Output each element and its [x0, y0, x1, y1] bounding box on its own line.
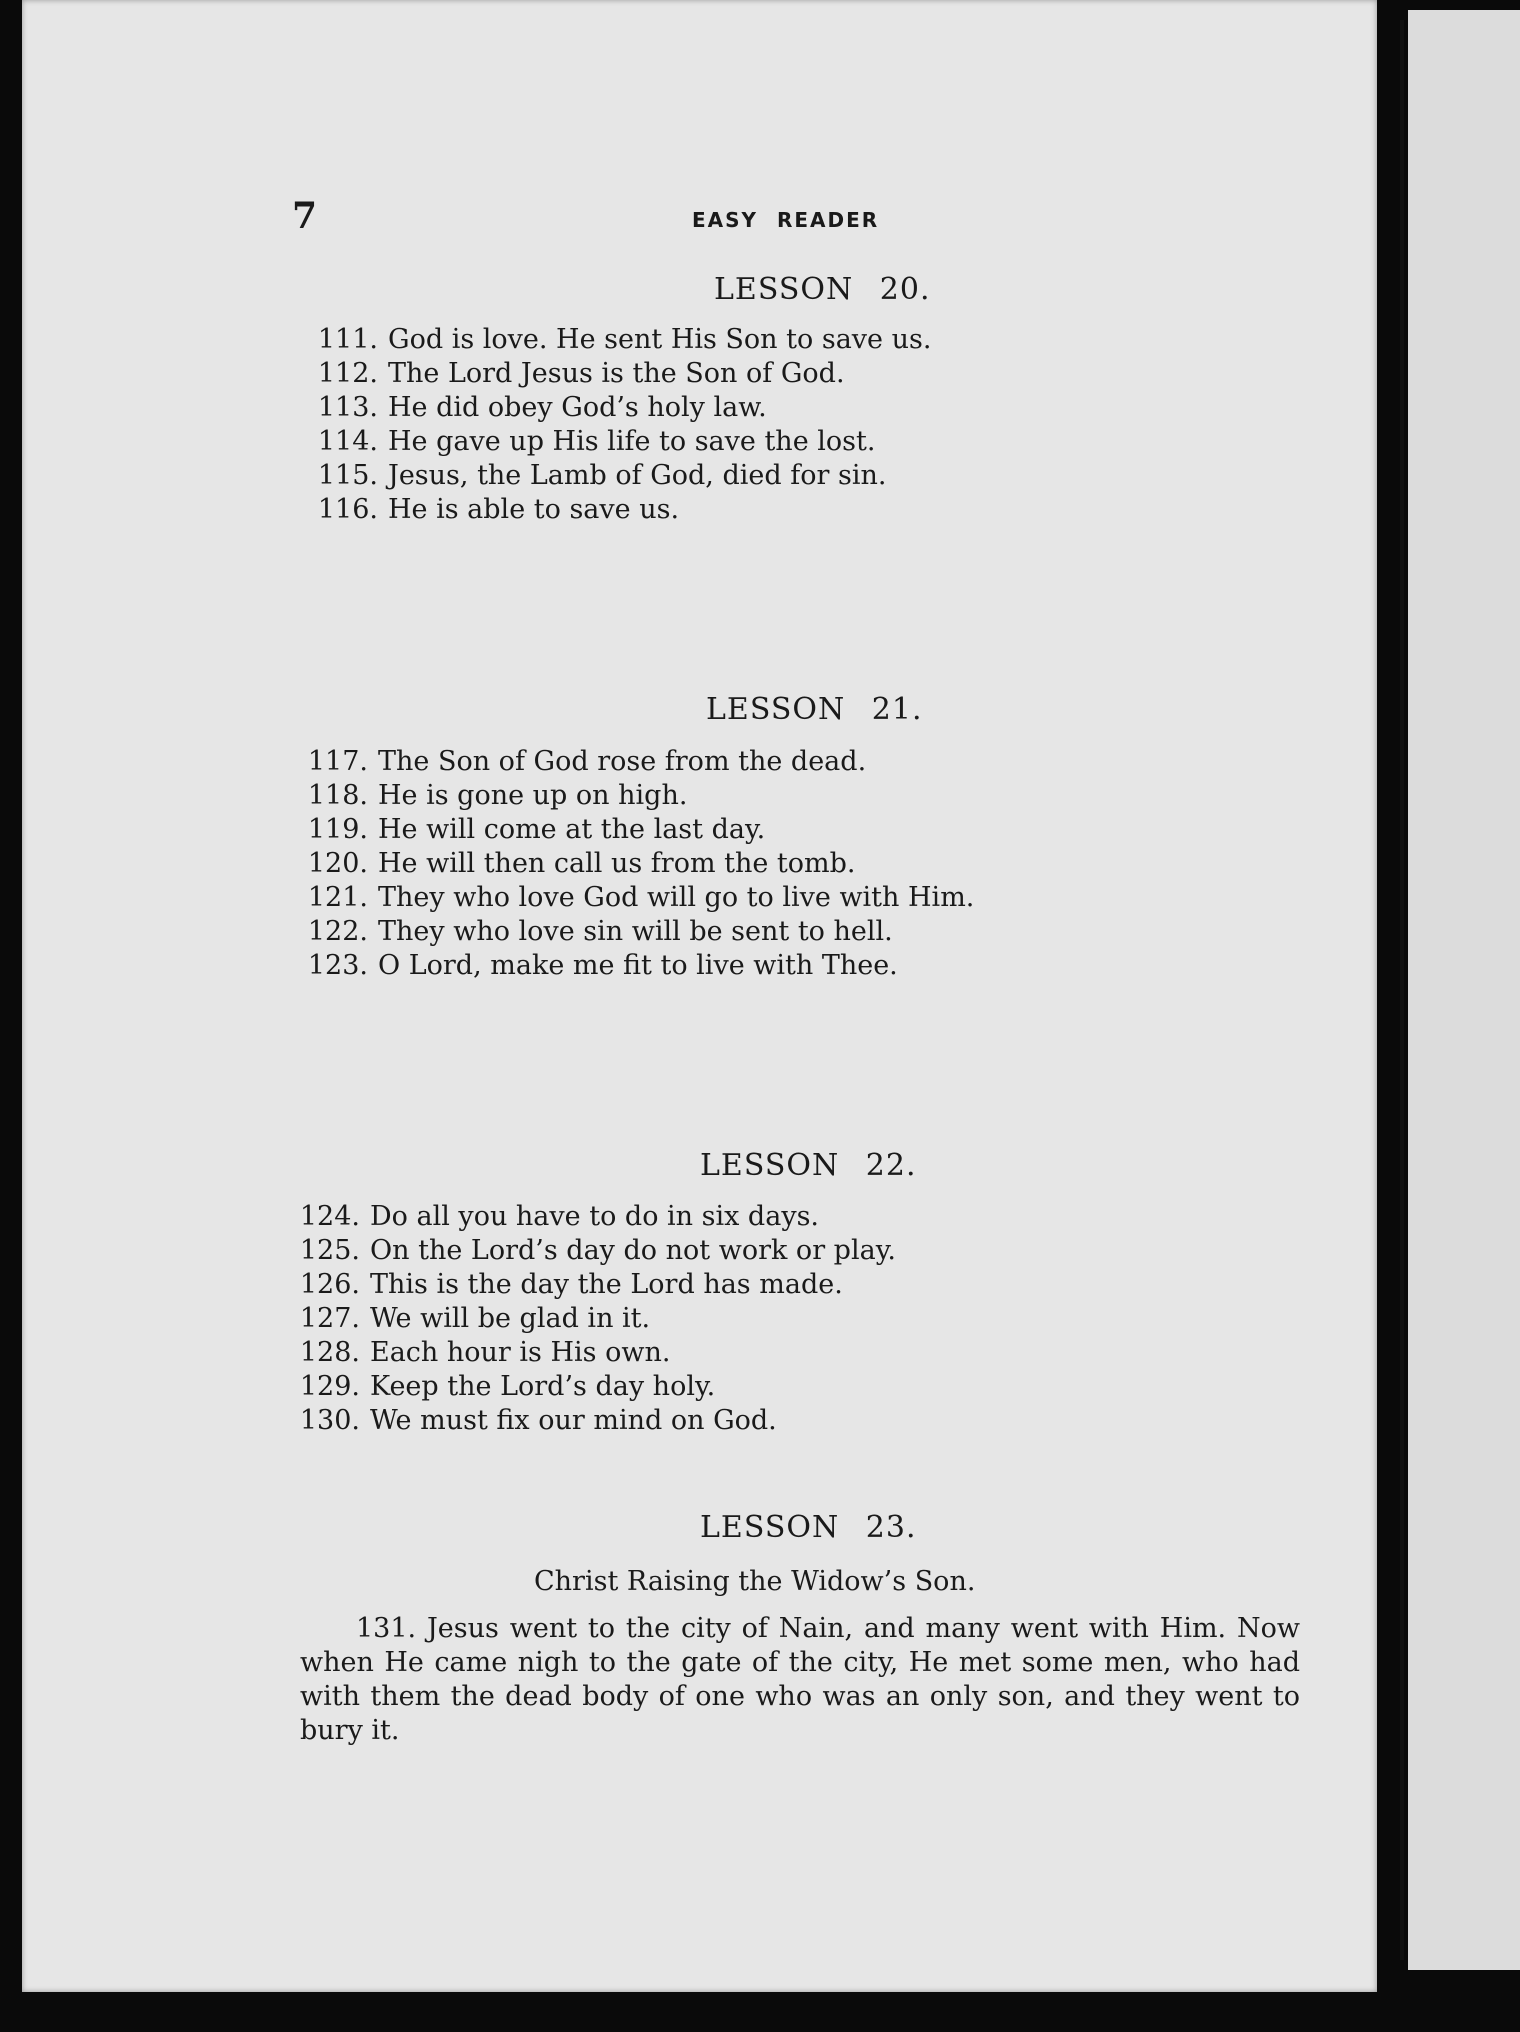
- line-text: He will come at the last day.: [378, 814, 766, 845]
- line-text: They who love God will go to live with Him.: [378, 882, 975, 913]
- list-item: [292, 1234, 896, 1268]
- line-number: 112.: [317, 358, 378, 389]
- line-number: 127.: [299, 1303, 360, 1334]
- line-text: He gave up His life to save the lost.: [388, 426, 876, 457]
- book-page: [22, 0, 1377, 1992]
- line-number: 130.: [299, 1405, 360, 1436]
- list-item: [310, 425, 931, 459]
- list-item: [310, 493, 931, 527]
- line-number: 118.: [307, 780, 368, 811]
- list-item: [310, 459, 931, 493]
- list-item: [300, 881, 974, 915]
- line-number: 125.: [299, 1235, 360, 1266]
- running-title: EASY READER: [692, 208, 880, 232]
- list-item: [292, 1268, 896, 1302]
- line-text: We will be glad in it.: [370, 1303, 651, 1334]
- list-item: [292, 1200, 896, 1234]
- line-text: He will then call us from the tomb.: [378, 848, 856, 879]
- line-number: 129.: [299, 1371, 360, 1402]
- list-item: [292, 1302, 896, 1336]
- list-item: [300, 745, 974, 779]
- lesson-lines: [292, 1200, 896, 1438]
- line-text: Each hour is His own.: [370, 1337, 671, 1368]
- line-number: 124.: [299, 1201, 360, 1232]
- list-item: [292, 1404, 896, 1438]
- line-number: 123.: [307, 950, 368, 981]
- line-text: Keep the Lord’s day holy.: [370, 1371, 716, 1402]
- lesson-lines: [300, 745, 974, 983]
- line-text: On the Lord’s day do not work or play.: [370, 1235, 896, 1266]
- line-number: 116.: [317, 494, 378, 525]
- line-number: 120.: [307, 848, 368, 879]
- line-number: 113.: [317, 392, 378, 423]
- line-number: 119.: [307, 814, 368, 845]
- line-text: The Son of God rose from the dead.: [378, 746, 867, 777]
- list-item: [310, 391, 931, 425]
- lesson-subtitle: Christ Raising the Widow’s Son.: [534, 1566, 976, 1597]
- line-number: 115.: [317, 460, 378, 491]
- page-number: 7: [292, 195, 318, 237]
- line-text: The Lord Jesus is the Son of God.: [388, 358, 845, 389]
- list-item: [300, 915, 974, 949]
- lesson-title: LESSON 22.: [700, 1148, 917, 1183]
- list-item: [292, 1336, 896, 1370]
- line-text: He did obey God’s holy law.: [388, 392, 767, 423]
- line-text: O Lord, make me fit to live with Thee.: [378, 950, 898, 981]
- paragraph-number: 131.: [356, 1613, 417, 1644]
- list-item: [310, 357, 931, 391]
- line-number: 121.: [307, 882, 368, 913]
- line-text: He is gone up on high.: [378, 780, 688, 811]
- lesson-title: LESSON 21.: [706, 692, 923, 727]
- line-number: 126.: [299, 1269, 360, 1300]
- line-text: This is the day the Lord has made.: [370, 1269, 843, 1300]
- page-content: [22, 0, 1377, 1992]
- paragraph-text: Jesus went to the city of Nain, and many went with Him. Now when He came nigh to the gate of the city, He met some men, who had with them the dead body of one who was an only son, and they went to bury it.: [300, 1613, 1300, 1746]
- list-item: [300, 779, 974, 813]
- list-item: [300, 949, 974, 983]
- lesson-title: LESSON 23.: [700, 1510, 917, 1545]
- line-text: They who love sin will be sent to hell.: [378, 916, 893, 947]
- line-number: 122.: [307, 916, 368, 947]
- line-number: 111.: [317, 324, 378, 355]
- line-text: Do all you have to do in six days.: [370, 1201, 820, 1232]
- lesson-paragraph: [300, 1612, 1300, 1748]
- list-item: [310, 323, 931, 357]
- lesson-lines: [310, 323, 931, 527]
- line-number: 114.: [317, 426, 378, 457]
- line-number: 128.: [299, 1337, 360, 1368]
- binding-gutter: [1400, 20, 1404, 1960]
- line-text: We must fix our mind on God.: [370, 1405, 777, 1436]
- line-text: He is able to save us.: [388, 494, 680, 525]
- line-number: 117.: [307, 746, 368, 777]
- list-item: [300, 847, 974, 881]
- list-item: [292, 1370, 896, 1404]
- line-text: Jesus, the Lamb of God, died for sin.: [388, 460, 887, 491]
- lesson-title: LESSON 20.: [714, 272, 931, 307]
- facing-page-edge: [1408, 10, 1520, 1970]
- line-text: God is love. He sent His Son to save us.: [388, 324, 932, 355]
- list-item: [300, 813, 974, 847]
